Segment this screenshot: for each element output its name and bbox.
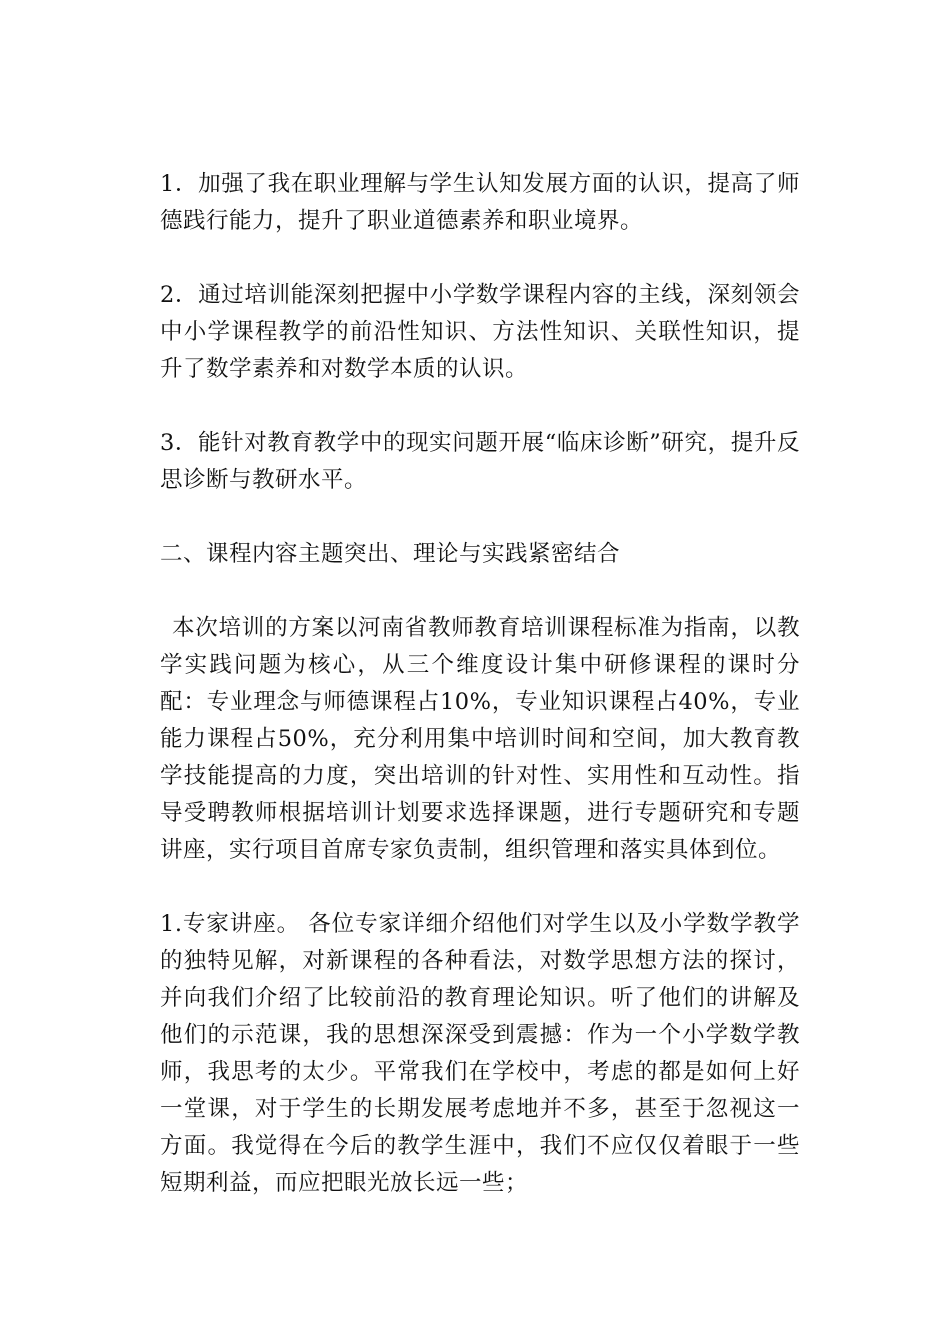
paragraph-item-3: 3．能针对教育教学中的现实问题开展“临床诊断”研究，提升反思诊断与教研水平。 xyxy=(160,430,800,493)
paragraph-body-section: 本次培训的方案以河南省教师教育培训课程标准为指南，以教学实践问题为核心，从三个维度设计集中研修课程的课时分配：专业理念与师德课程占10%，专业知识课程占40%，专业能力课程占50%，充分利用集中培训时间和空间，加大教育教学技能提高的力度，突出培训的针对性、实用性和互动性。指导受聘教师根据培训计划要求选择课题，进行专题研究和专题讲座，实行项目首席专家负责制，组织管理和落实具体到位。 xyxy=(160,615,800,863)
document-body xyxy=(160,166,800,1239)
section-heading: 二、课程内容主题突出、理论与实践紧密结合 xyxy=(160,541,621,567)
paragraph-item-2: 2．通过培训能深刻把握中小学数学课程内容的主线，深刻领会中小学课程教学的前沿性知识、方法性知识、关联性知识，提升了数学素养和对数学本质的认识。 xyxy=(160,282,800,382)
paragraph-expert-lecture: 1.专家讲座。 各位专家详细介绍他们对学生以及小学数学教学的独特见解，对新课程的各种看法，对数学思想方法的探讨，并向我们介绍了比较前沿的教育理论知识。听了他们的讲解及他们的示范课，我的思想深深受到震撼：作为一个小学数学教师，我思考的太少。平常我们在学校中，考虑的都是如何上好一堂课，对于学生的长期发展考虑地并不多，甚至于忽视这一方面。我觉得在今后的教学生涯中，我们不应仅仅着眼于一些短期利益，而应把眼光放长远一些； xyxy=(160,911,800,1196)
paragraph-item-1: 1．加强了我在职业理解与学生认知发展方面的认识，提高了师德践行能力，提升了职业道德素养和职业境界。 xyxy=(160,171,800,234)
